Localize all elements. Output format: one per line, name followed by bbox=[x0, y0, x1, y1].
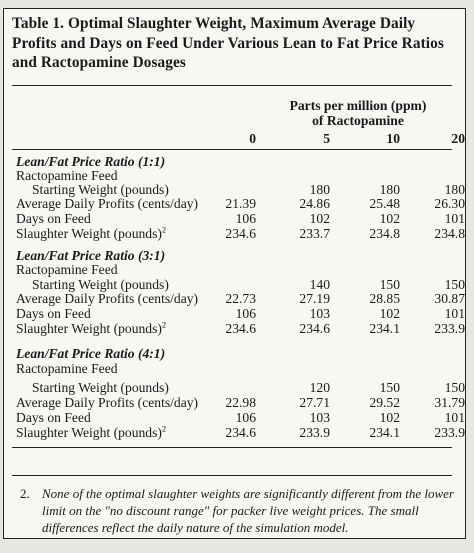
row-label: Days on Feed bbox=[16, 306, 91, 321]
table-cell: 120 bbox=[309, 380, 330, 395]
table-cell: 21.39 bbox=[225, 196, 256, 211]
table-cell: 234.8 bbox=[434, 226, 465, 241]
row-label: Days on Feed bbox=[16, 211, 91, 226]
row-label: Average Daily Profits (cents/day) bbox=[16, 395, 199, 410]
table-cell: 233.9 bbox=[299, 425, 330, 440]
table-cell: 102 bbox=[379, 306, 400, 321]
row-label bbox=[16, 226, 166, 242]
section-title: Lean/Fat Price Ratio (4:1) bbox=[16, 346, 166, 361]
table-cell: 180 bbox=[309, 182, 330, 197]
table-title: Table 1. Optimal Slaughter Weight, Maximum Average Daily Profits and Days on Feed Under Various Lean to Fat Price Ratios and Ractopamine Dosages bbox=[12, 15, 444, 71]
column-header-10: 10 bbox=[386, 131, 400, 146]
column-group-header-line2: of Ractopamine bbox=[312, 113, 404, 128]
feed-label: Ractopamine Feed bbox=[16, 361, 118, 376]
row-label bbox=[16, 425, 166, 441]
table-cell: 233.7 bbox=[299, 226, 330, 241]
table-cell: 101 bbox=[444, 306, 465, 321]
section-title: Lean/Fat Price Ratio (1:1) bbox=[16, 154, 166, 169]
footnote-text: None of the optimal slaughter weights are significantly different from the lower limit on the "no discount range" for packer live weight prices. The small differences reflect the daily nature of the simulation model. bbox=[42, 486, 454, 535]
footnote-marker: 2 bbox=[161, 319, 167, 330]
footnote-marker: 2 bbox=[161, 423, 167, 434]
table-cell: 22.73 bbox=[225, 291, 256, 306]
table-cell: 31.79 bbox=[434, 395, 465, 410]
table-cell: 30.87 bbox=[434, 291, 465, 306]
table-cell: 150 bbox=[379, 277, 400, 292]
column-header-20: 20 bbox=[451, 131, 465, 146]
row-label: Average Daily Profits (cents/day) bbox=[16, 291, 199, 306]
row-label: Starting Weight (pounds) bbox=[32, 277, 169, 292]
table-cell: 234.1 bbox=[369, 425, 400, 440]
table-cell: 180 bbox=[444, 182, 465, 197]
table-cell: 27.71 bbox=[299, 395, 330, 410]
bottom-divider bbox=[12, 447, 452, 448]
feed-label: Ractopamine Feed bbox=[16, 262, 118, 277]
table-cell: 234.1 bbox=[369, 321, 400, 336]
table-cell: 25.48 bbox=[369, 196, 400, 211]
table-cell: 234.6 bbox=[225, 226, 256, 241]
footnote-divider bbox=[12, 475, 452, 476]
table-cell: 233.9 bbox=[434, 425, 465, 440]
table-cell: 22.98 bbox=[225, 395, 256, 410]
row-label: Starting Weight (pounds) bbox=[32, 380, 169, 395]
column-header-5: 5 bbox=[323, 131, 330, 146]
table-cell: 234.8 bbox=[369, 226, 400, 241]
table-cell: 106 bbox=[235, 410, 256, 425]
table-cell: 103 bbox=[309, 410, 330, 425]
table-cell: 150 bbox=[444, 380, 465, 395]
table-cell: 234.6 bbox=[225, 425, 256, 440]
table-cell: 103 bbox=[309, 306, 330, 321]
table-cell: 102 bbox=[309, 211, 330, 226]
table-cell: 234.6 bbox=[225, 321, 256, 336]
footnote-number: 2. bbox=[20, 486, 30, 501]
feed-label: Ractopamine Feed bbox=[16, 168, 118, 183]
table-cell: 150 bbox=[444, 277, 465, 292]
title-divider bbox=[12, 85, 452, 86]
column-group-header-line1: Parts per million (ppm) bbox=[289, 98, 427, 113]
table-cell: 140 bbox=[309, 277, 330, 292]
table-cell: 29.52 bbox=[369, 395, 400, 410]
row-label bbox=[16, 321, 166, 337]
row-label: Days on Feed bbox=[16, 410, 91, 425]
table-cell: 28.85 bbox=[369, 291, 400, 306]
table-cell: 106 bbox=[235, 306, 256, 321]
row-label: Average Daily Profits (cents/day) bbox=[16, 196, 199, 211]
table-cell: 27.19 bbox=[299, 291, 330, 306]
row-label: Starting Weight (pounds) bbox=[32, 182, 169, 197]
table-cell: 101 bbox=[444, 211, 465, 226]
table-cell: 106 bbox=[235, 211, 256, 226]
row-label-text: Slaughter Weight (pounds) bbox=[16, 226, 162, 241]
table-cell: 233.9 bbox=[434, 321, 465, 336]
section-title: Lean/Fat Price Ratio (3:1) bbox=[16, 248, 166, 263]
table-cell: 102 bbox=[379, 410, 400, 425]
table-cell: 150 bbox=[379, 380, 400, 395]
table-cell: 234.6 bbox=[299, 321, 330, 336]
table-cell: 102 bbox=[379, 211, 400, 226]
table-cell: 26.30 bbox=[434, 196, 465, 211]
table-cell: 24.86 bbox=[299, 196, 330, 211]
table-cell: 180 bbox=[379, 182, 400, 197]
row-label-text: Slaughter Weight (pounds) bbox=[16, 321, 162, 336]
footnote-marker: 2 bbox=[161, 224, 167, 235]
table-cell: 101 bbox=[444, 410, 465, 425]
column-header-0: 0 bbox=[249, 131, 256, 146]
header-divider bbox=[12, 149, 452, 150]
row-label-text: Slaughter Weight (pounds) bbox=[16, 425, 162, 440]
